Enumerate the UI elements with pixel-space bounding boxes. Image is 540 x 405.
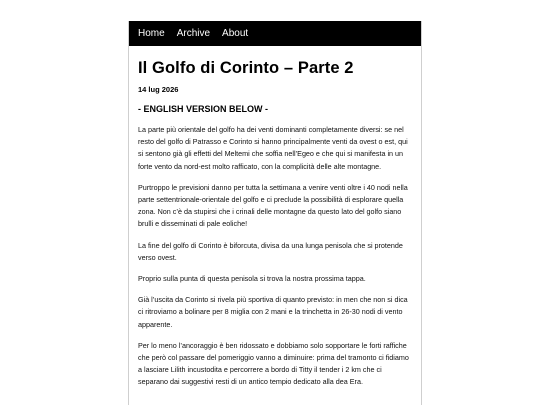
english-version-note: - ENGLISH VERSION BELOW - (138, 104, 269, 114)
nav-link-home[interactable]: Home (138, 28, 165, 39)
post-title: Il Golfo di Corinto – Parte 2 (138, 59, 354, 77)
post-paragraph: Già l’uscita da Corinto si rivela più sportiva di quanto previsto: in men che non si dica ci ritroviamo a bolinare per 8 miglia con 2 mani e la trinchetta in 26-30 nodi di vento apparente. (138, 295, 408, 329)
post-paragraph: Proprio sulla punta di questa penisola si trova la nostra prossima tappa. (138, 274, 366, 284)
post-article (129, 58, 421, 389)
post-paragraph: La parte più orientale del golfo ha dei venti dominanti completamente diversi: se nel resto del golfo di Patrasso e Corinto si hanno principalmente venti da ovest o est, qui si sentono già gli effetti del Meltemi che soffia nell’Egeo e che qui si manifesta in un forte vento da nord-est molto rafficato, con la complicità delle alte montagne. (138, 125, 408, 171)
page-container (128, 21, 422, 405)
post-paragraph: Per lo meno l’ancoraggio è ben ridossato e dobbiamo solo sopportare le forti raffiche che però col passare del pomeriggio vanno a diminuire: prima del tramonto ci fidiamo a lasciare Lilith incustodita e percorrere a bordo di Titty il tender i 2 km che ci separano dai suggestivi resti di un antico tempio dedicato alla dea Era. (138, 340, 409, 387)
post-date: 14 lug 2026 (138, 85, 179, 94)
top-navigation-bar (129, 21, 421, 46)
nav-link-archive[interactable]: Archive (176, 28, 211, 39)
post-paragraph: Purtroppo le previsioni danno per tutta la settimana a venire venti oltre i 40 nodi nella parte settentrionale-orientale del golfo e ci preclude la possibilità di esplorare quella zona. Non c’è da stupirsi che i crinali delle montagne da questo lato del golfo siano brulli e disseminati di pale eoliche! (138, 182, 408, 229)
post-paragraph: La fine del golfo di Corinto è biforcuta, divisa da una lunga penisola che si protende verso ovest. (138, 240, 403, 262)
nav-link-about[interactable]: About (222, 28, 249, 39)
post-body (138, 124, 412, 389)
